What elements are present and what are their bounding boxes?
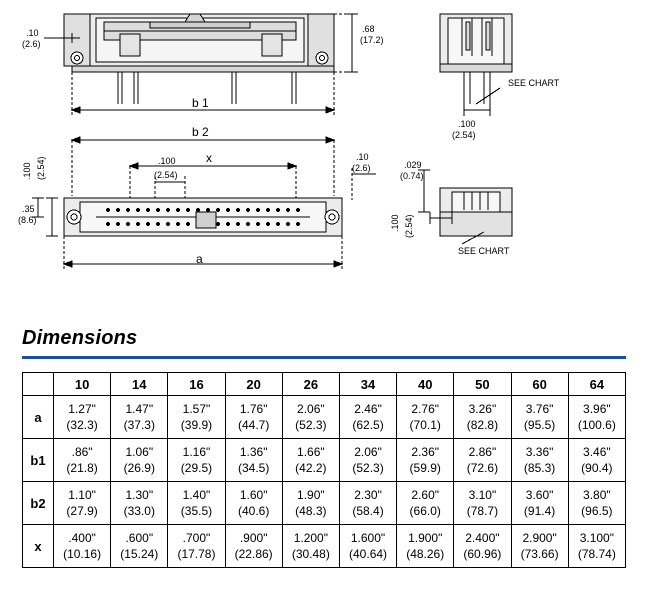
col-header-64: 64	[568, 373, 625, 396]
dimensions-table	[22, 372, 626, 568]
row-label-b2: b2	[23, 482, 54, 525]
cell-b2-20: 1.60" (40.6)	[225, 482, 282, 525]
cell-x-20: .900" (22.86)	[225, 525, 282, 568]
cell-a-40: 2.76" (70.1)	[397, 396, 454, 439]
cell-b1-26: 1.66" (42.2)	[282, 439, 339, 482]
cell-x-64: 3.100" (78.74)	[568, 525, 625, 568]
cell-x-26: 1.200" (30.48)	[282, 525, 339, 568]
cell-a-10: 1.27" (32.3)	[54, 396, 111, 439]
row-label-x: x	[23, 525, 54, 568]
cell-b1-20: 1.36" (34.5)	[225, 439, 282, 482]
pin-pitch-top-inch: .100	[458, 119, 476, 129]
dim-side2-inch: .100	[390, 214, 400, 232]
table-header-row	[23, 373, 626, 396]
col-header-10: 10	[54, 373, 111, 396]
cell-b1-16: 1.16" (29.5)	[168, 439, 225, 482]
dim-label-a: a	[196, 252, 203, 266]
dim-label-b2: b 2	[192, 125, 209, 139]
cell-b1-50: 2.86" (72.6)	[454, 439, 511, 482]
cell-a-34: 2.46" (62.5)	[339, 396, 396, 439]
cell-b2-50: 3.10" (78.7)	[454, 482, 511, 525]
row-label-a: a	[23, 396, 54, 439]
row-label-b1: b1	[23, 439, 54, 482]
table-row	[23, 482, 626, 525]
dim-label-b1: b 1	[192, 96, 209, 110]
dim-side-mm: (0.74)	[400, 171, 424, 181]
dim-left2-inch: .35	[22, 204, 35, 214]
cell-b2-16: 1.40" (35.5)	[168, 482, 225, 525]
cell-b2-64: 3.80" (96.5)	[568, 482, 625, 525]
col-header-50: 50	[454, 373, 511, 396]
pin-pitch-top-mm: (2.54)	[452, 130, 476, 140]
cell-x-50: 2.400" (60.96)	[454, 525, 511, 568]
col-header-40: 40	[397, 373, 454, 396]
table-row	[23, 439, 626, 482]
title-divider	[22, 356, 626, 359]
dim-right-inch: .10	[356, 152, 369, 162]
col-header-16: 16	[168, 373, 225, 396]
cell-b2-26: 1.90" (48.3)	[282, 482, 339, 525]
cell-x-60: 2.900" (73.66)	[511, 525, 568, 568]
cell-a-16: 1.57" (39.9)	[168, 396, 225, 439]
cell-b2-10: 1.10" (27.9)	[54, 482, 111, 525]
pitch-plan-inch: .100	[158, 156, 176, 166]
cell-b1-14: 1.06" (26.9)	[111, 439, 168, 482]
col-header-60: 60	[511, 373, 568, 396]
dim-right-mm: (2.6)	[352, 163, 371, 173]
table-corner-cell	[23, 373, 54, 396]
dim-label-top-left-mm: (2.6)	[22, 39, 41, 49]
pitch-plan-mm: (2.54)	[154, 170, 178, 180]
dim-side-inch: .029	[404, 160, 422, 170]
dim-label-top-left-inch: .10	[26, 28, 39, 38]
cell-b2-34: 2.30" (58.4)	[339, 482, 396, 525]
cell-x-34: 1.600" (40.64)	[339, 525, 396, 568]
dimensions-title: Dimensions	[22, 327, 138, 349]
cell-x-10: .400" (10.16)	[54, 525, 111, 568]
cell-x-16: .700" (17.78)	[168, 525, 225, 568]
dim-side2-mm: (2.54)	[404, 214, 414, 238]
dim-label-height-mm: (17.2)	[360, 35, 384, 45]
cell-b2-60: 3.60" (91.4)	[511, 482, 568, 525]
see-chart-bottom: SEE CHART	[458, 246, 510, 256]
cell-x-14: .600" (15.24)	[111, 525, 168, 568]
cell-a-14: 1.47" (37.3)	[111, 396, 168, 439]
dim-left2-mm: (8.6)	[18, 215, 37, 225]
cell-b2-14: 1.30" (33.0)	[111, 482, 168, 525]
col-header-34: 34	[339, 373, 396, 396]
cell-a-60: 3.76" (95.5)	[511, 396, 568, 439]
cell-b1-40: 2.36" (59.9)	[397, 439, 454, 482]
cell-b1-60: 3.36" (85.3)	[511, 439, 568, 482]
cell-a-20: 1.76" (44.7)	[225, 396, 282, 439]
cell-b1-64: 3.46" (90.4)	[568, 439, 625, 482]
cell-b2-40: 2.60" (66.0)	[397, 482, 454, 525]
table-row	[23, 525, 626, 568]
dim-left1-inch: .100	[22, 162, 32, 180]
cell-a-64: 3.96" (100.6)	[568, 396, 625, 439]
connector-drawing-svg	[0, 0, 646, 300]
dim-label-x: x	[206, 151, 212, 165]
see-chart-top: SEE CHART	[508, 78, 560, 88]
dim-label-height-inch: .68	[362, 24, 375, 34]
col-header-20: 20	[225, 373, 282, 396]
col-header-14: 14	[111, 373, 168, 396]
cell-a-50: 3.26" (82.8)	[454, 396, 511, 439]
cell-b1-10: .86" (21.8)	[54, 439, 111, 482]
technical-drawing	[0, 0, 646, 300]
col-header-26: 26	[282, 373, 339, 396]
cell-x-40: 1.900" (48.26)	[397, 525, 454, 568]
table-row	[23, 396, 626, 439]
cell-b1-34: 2.06" (52.3)	[339, 439, 396, 482]
cell-a-26: 2.06" (52.3)	[282, 396, 339, 439]
dim-left1-mm: (2.54)	[36, 156, 46, 180]
